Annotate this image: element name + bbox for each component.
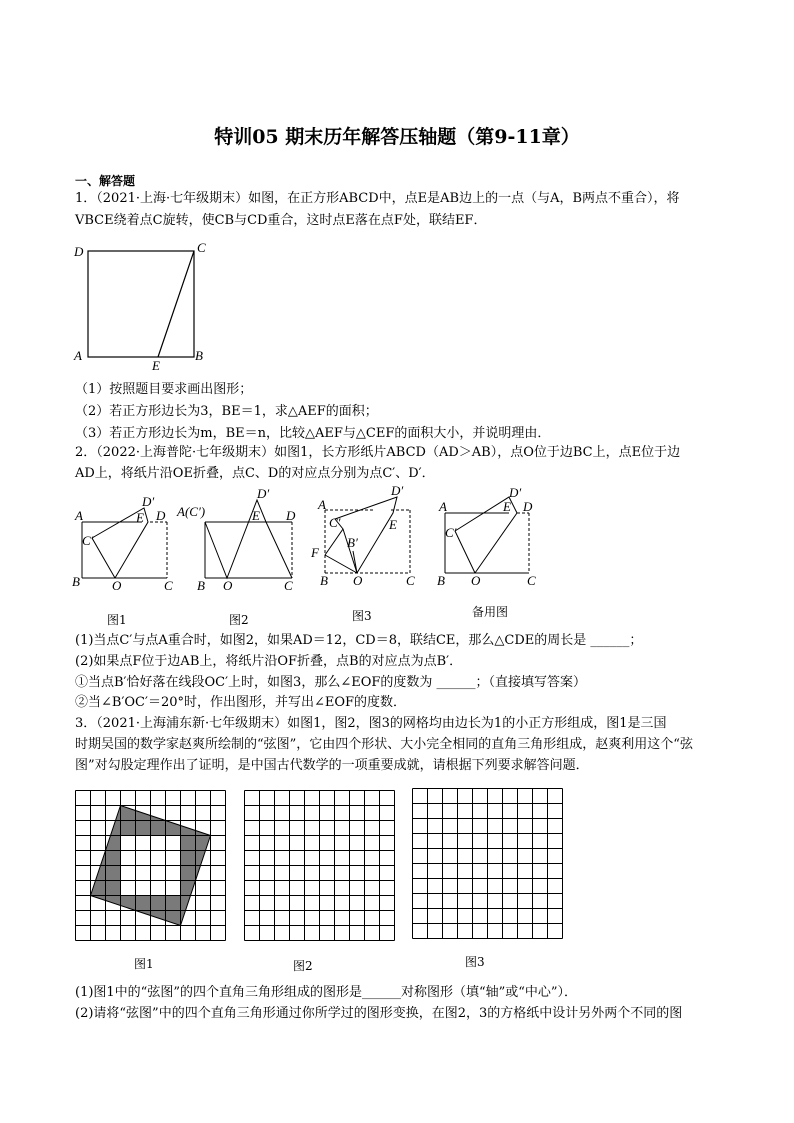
q2f2-label-c: C	[284, 578, 293, 593]
q2f1-label-b: B	[72, 574, 80, 589]
q2-caption-spare: 备用图	[472, 605, 509, 619]
q1-label-b: B	[195, 348, 203, 363]
q1-part-1: （1）按照题目要求画出图形；	[75, 382, 253, 397]
q2f3-label-a: A	[318, 497, 326, 512]
q2f4-label-a: A	[439, 499, 447, 514]
q1-figure-square	[70, 238, 220, 373]
q2f1-label-d: D	[156, 508, 166, 523]
section-heading: 一、解答题	[75, 174, 136, 188]
q3-part-1: (1)图1中的“弦图”的四个直角三角形组成的图形是______对称图形（填“轴”或“中心”）．	[75, 985, 578, 1000]
q2f2-label-b: B	[197, 578, 205, 593]
q2f3-label-e: E	[389, 517, 397, 532]
q2f3-label-bp: B′	[347, 535, 358, 550]
q1-line-1: 1．（2021·上海·七年级期末）如图，在正方形ABCD中，点E是AB边上的一点（与A，B两点不重合），将	[75, 191, 680, 206]
q1-label-e: E	[152, 358, 160, 373]
q2f1-label-e: E	[136, 510, 144, 525]
q2-figure-3	[305, 485, 420, 590]
q2-caption-3: 图3	[352, 609, 372, 623]
q2-figure-2	[177, 486, 307, 593]
q2-line-2: AD上，将纸片沿OE折叠，点C、D的对应点分别为点C′、D′．	[75, 466, 435, 481]
q2f4-label-cp: C′	[445, 525, 457, 540]
q2f2-label-e: E	[252, 508, 260, 523]
q2-figure-spare	[433, 485, 548, 590]
q3-line-3: 图”对勾股定理作出了证明，是中国古代数学的一项重要成就，请根据下列要求解答问题．	[75, 758, 589, 773]
q3-caption-1: 图1	[134, 957, 154, 971]
q1-part-2: （2）若正方形边长为3，BE＝1，求△AEF的面积；	[75, 404, 378, 419]
q3-part-2: (2)请将“弦图”中的四个直角三角形通过你所学过的图形变换，在图2，3的方格纸中设计另外两个不同的图	[75, 1006, 683, 1021]
q3-caption-3: 图3	[465, 955, 485, 969]
q1-label-a: A	[74, 348, 82, 363]
q2f4-label-e: E	[503, 499, 511, 514]
q3-caption-2: 图2	[293, 959, 313, 973]
q2-part-3: ①当点B′恰好落在线段OC′上时，如图3，那么∠EOF的度数为 ______；（直接填写答案）	[75, 675, 587, 690]
q2f3-label-o: O	[353, 573, 363, 588]
q2f4-label-o: O	[471, 573, 481, 588]
q2-part-4: ②当∠B′OC′＝20°时，作出图形，并写出∠EOF的度数．	[75, 695, 407, 710]
q2f2-label-d: D	[286, 508, 296, 523]
q3-line-1: 3．（2021·上海浦东新·七年级期末）如图1，图2，图3的网格均由边长为1的小正方形组成，图1是三国	[75, 716, 667, 731]
q2-figure-1	[72, 490, 182, 593]
q2-part-2: (2)如果点F位于边AB上，将纸片沿OF折叠，点B的对应点为点B′．	[75, 654, 463, 669]
q1-label-c: C	[197, 240, 206, 255]
q2-caption-1: 图1	[107, 613, 127, 627]
q3-grid-1	[75, 790, 226, 941]
q2f3-label-b: B	[320, 573, 328, 588]
q2f1-label-dp: D′	[142, 494, 155, 509]
q2f1-label-o: O	[112, 578, 122, 593]
page-title: 特训05 期末历年解答压轴题（第9-11章）	[214, 126, 580, 148]
q2f3-label-cp: C′	[329, 515, 341, 530]
q2f4-label-d: D	[523, 499, 533, 514]
q2f4-label-b: B	[437, 573, 445, 588]
q2f2-label-ac: A(C′)	[177, 504, 206, 519]
q3-line-2: 时期吴国的数学家赵爽所绘制的“弦图”，它由四个形状、大小完全相同的直角三角形组成，赵爽利用这个“弦	[75, 737, 693, 752]
q2f2-label-o: O	[223, 578, 233, 593]
q2f4-label-c: C	[527, 573, 536, 588]
q1-part-3: （3）若正方形边长为m，BE＝n，比较△AEF与△CEF的面积大小，并说明理由．	[75, 426, 551, 441]
q2f4-label-dp: D′	[509, 485, 522, 500]
q2-caption-2: 图2	[229, 613, 249, 627]
q2f1-label-c: C	[164, 578, 173, 593]
q2f2-label-dp: D′	[257, 486, 270, 501]
q2f3-label-c: C	[406, 573, 415, 588]
q1-label-d: D	[74, 244, 84, 259]
q3-grid-3	[412, 788, 563, 939]
q2-line-1: 2．（2022·上海普陀·七年级期末）如图1，长方形纸片ABCD（AD＞AB），点O位于边BC上，点E位于边	[75, 445, 681, 460]
q2f3-label-dp: D′	[391, 483, 404, 498]
q2f3-label-f: F	[311, 545, 319, 560]
q2f1-label-a: A	[75, 508, 83, 523]
q2f1-label-cp: C′	[82, 533, 94, 548]
q3-grid-2	[244, 790, 395, 941]
q2-part-1: (1)当点C′与点A重合时，如图2，如果AD＝12，CD＝8，联结CE，那么△CDE的周长是 ______；	[75, 633, 643, 648]
q1-line-2: VBCE绕着点C旋转，使CB与CD重合，这时点E落在点F处，联结EF．	[75, 213, 487, 228]
